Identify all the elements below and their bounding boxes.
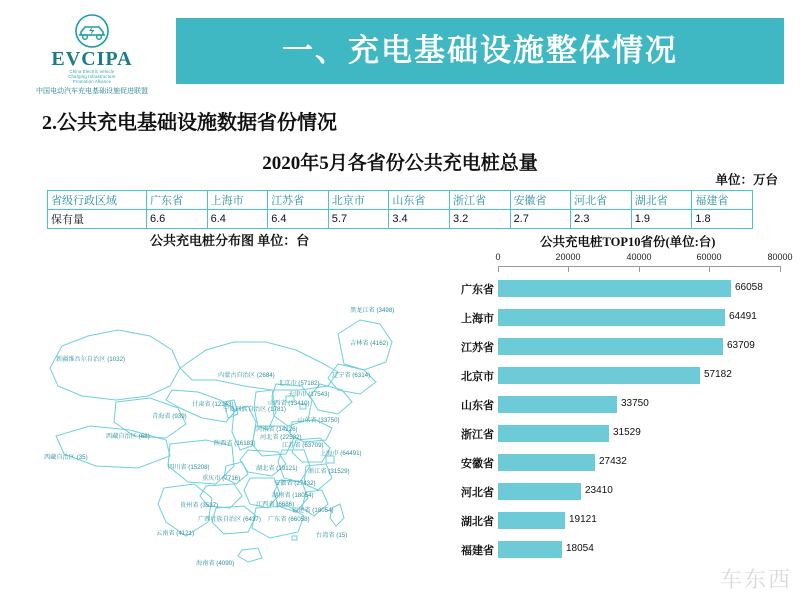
table-cell-value: 6.4 bbox=[268, 210, 329, 229]
bar-value-label: 19121 bbox=[569, 514, 597, 525]
table-col-header: 上海市 bbox=[207, 191, 268, 210]
map-label: 西藏自治区 (35) bbox=[44, 454, 88, 461]
table-col-header: 浙江省 bbox=[449, 191, 510, 210]
bar-value-label: 23410 bbox=[585, 485, 613, 496]
map-label: 广西壮族自治区 (6437) bbox=[198, 516, 261, 523]
map-label: 河南省 (14226) bbox=[256, 426, 298, 433]
table-col-header: 湖北省 bbox=[631, 191, 692, 210]
map-label: 海南省 (4090) bbox=[196, 560, 235, 567]
bar-category-label: 江苏省 bbox=[461, 342, 494, 354]
map-label: 江西省 (6686) bbox=[256, 501, 295, 508]
header-band bbox=[176, 18, 784, 84]
table-row bbox=[48, 191, 753, 210]
table-row-value-label: 保有量 bbox=[48, 210, 147, 229]
bar-category-label: 福建省 bbox=[461, 545, 494, 557]
table-cell-value: 3.2 bbox=[449, 210, 510, 229]
map-label: 宁夏回族自治区 (1781) bbox=[223, 406, 286, 413]
table-cell-value: 5.7 bbox=[328, 210, 389, 229]
x-tick-mark bbox=[498, 266, 499, 272]
table-col-header: 福建省 bbox=[692, 191, 753, 210]
map-label: 黑龙江省 (3498) bbox=[350, 307, 395, 314]
bar[interactable] bbox=[498, 309, 725, 326]
table-row-header-label: 省级行政区域 bbox=[48, 191, 147, 210]
table-cell-value: 1.8 bbox=[692, 210, 753, 229]
bar-category-label: 广东省 bbox=[461, 284, 494, 296]
bar[interactable] bbox=[498, 483, 581, 500]
bar[interactable] bbox=[498, 425, 609, 442]
map-label: 四川省 (15208) bbox=[168, 464, 210, 471]
bar[interactable] bbox=[498, 367, 700, 384]
bar-category-label: 山东省 bbox=[461, 400, 494, 412]
map-label: 吉林省 (4162) bbox=[350, 340, 389, 347]
table-title: 2020年5月各省份公共充电桩总量 bbox=[262, 153, 538, 174]
x-tick-label: 40000 bbox=[626, 252, 652, 262]
logo-en-line-2: Charging Infrastructure bbox=[68, 74, 116, 80]
table-col-header: 广东省 bbox=[147, 191, 208, 210]
bar-value-label: 57182 bbox=[704, 369, 732, 380]
china-map-outline bbox=[20, 250, 460, 590]
bar-category-label: 河北省 bbox=[461, 487, 494, 499]
logo-en-line-3: Promotion Alliance bbox=[72, 79, 112, 85]
map-label: 重庆市 (7716) bbox=[202, 475, 241, 482]
bar-category-label: 上海市 bbox=[461, 313, 494, 325]
table-col-header: 北京市 bbox=[328, 191, 389, 210]
china-distribution-map bbox=[20, 250, 460, 590]
x-tick-mark bbox=[639, 266, 640, 272]
table-cell-value: 6.6 bbox=[147, 210, 208, 229]
ev-car-charging-icon bbox=[66, 14, 118, 48]
map-label: 安徽省 (27432) bbox=[274, 480, 316, 487]
map-label: 湖北省 (19121) bbox=[256, 465, 298, 472]
map-label: 西藏自治区 (68) bbox=[106, 433, 150, 440]
table-cell-value: 2.7 bbox=[510, 210, 571, 229]
bar-value-label: 31529 bbox=[613, 427, 641, 438]
bar[interactable] bbox=[498, 454, 595, 471]
table-col-header: 江苏省 bbox=[268, 191, 329, 210]
evcipa-logo bbox=[18, 14, 166, 95]
table-cell-value: 3.4 bbox=[389, 210, 450, 229]
logo-en-line-1: China Electric Vehicle bbox=[69, 69, 115, 74]
bar-category-label: 浙江省 bbox=[461, 429, 494, 441]
map-label: 河北省 (22532) bbox=[260, 434, 302, 441]
map-label: 湖南省 (18054) bbox=[272, 492, 314, 499]
map-caption: 公共充电桩分布图 单位：台 bbox=[150, 233, 310, 248]
map-label: 北京市 (57182) bbox=[278, 380, 320, 387]
map-label: 上海市 (64491) bbox=[320, 450, 362, 457]
bar-value-label: 66058 bbox=[735, 282, 763, 293]
table-row bbox=[48, 210, 753, 229]
map-label: 甘肃省 (12143) bbox=[192, 401, 234, 408]
bar-value-label: 33750 bbox=[621, 398, 649, 409]
map-label: 云南省 (4121) bbox=[156, 530, 195, 537]
map-label: 新疆维吾尔自治区 (1032) bbox=[56, 356, 126, 363]
x-tick-label: 80000 bbox=[767, 252, 793, 262]
map-label: 青海省 (939) bbox=[152, 413, 187, 420]
section-heading: 2.公共充电基础设施数据省份情况 bbox=[42, 112, 337, 134]
map-label: 浙江省 (31529) bbox=[308, 468, 350, 475]
map-label: 天津市 (17543) bbox=[288, 391, 330, 398]
bar[interactable] bbox=[498, 280, 731, 297]
map-label: 贵州省 (3537) bbox=[180, 502, 219, 509]
map-label: 辽宁省 (6314) bbox=[332, 372, 371, 379]
map-label: 江苏省 (63709) bbox=[282, 442, 324, 449]
map-label: 陕西省 (16183) bbox=[214, 440, 256, 447]
bar-value-label: 27432 bbox=[599, 456, 627, 467]
x-tick-label: 60000 bbox=[696, 252, 722, 262]
bar-value-label: 64491 bbox=[729, 311, 757, 322]
bar[interactable] bbox=[498, 396, 617, 413]
map-label: 山西省 (13410) bbox=[268, 400, 310, 407]
page-title: 一、充电基础设施整体情况 bbox=[282, 33, 678, 68]
table-unit-note: 单位：万台 bbox=[715, 173, 778, 187]
table-cell-value: 2.3 bbox=[571, 210, 632, 229]
table-col-header: 安徽省 bbox=[510, 191, 571, 210]
map-label: 台湾省 (15) bbox=[316, 532, 348, 539]
bar-category-label: 湖北省 bbox=[461, 516, 494, 528]
bar[interactable] bbox=[498, 541, 562, 558]
x-tick-mark bbox=[780, 266, 781, 272]
map-label: 山东省 (33750) bbox=[298, 417, 340, 424]
logo-wordmark: EVCIPA bbox=[51, 48, 133, 70]
table-col-header: 山东省 bbox=[389, 191, 450, 210]
bar[interactable] bbox=[498, 338, 723, 355]
bar[interactable] bbox=[498, 512, 565, 529]
bar-category-label: 北京市 bbox=[461, 371, 494, 383]
watermark: 车东西 bbox=[719, 567, 792, 592]
bar-value-label: 18054 bbox=[566, 543, 594, 554]
map-label: 内蒙古自治区 (2684) bbox=[218, 372, 275, 379]
chart-title: 公共充电桩TOP10省份(单位:台) bbox=[540, 235, 716, 249]
table-cell-value: 6.4 bbox=[207, 210, 268, 229]
x-tick-label: 20000 bbox=[555, 252, 581, 262]
map-label: 福建省 (18054) bbox=[292, 507, 334, 514]
top10-bar-chart bbox=[440, 252, 793, 582]
bar-value-label: 63709 bbox=[727, 340, 755, 351]
table-cell-value: 1.9 bbox=[631, 210, 692, 229]
x-tick-mark bbox=[568, 266, 569, 272]
x-tick-label: 0 bbox=[495, 252, 501, 262]
table-col-header: 河北省 bbox=[571, 191, 632, 210]
logo-cn-name: 中国电动汽车充电基础设施促进联盟 bbox=[36, 87, 148, 95]
province-data-table bbox=[47, 190, 753, 229]
x-tick-mark bbox=[709, 266, 710, 272]
map-label: 广东省 (66058) bbox=[268, 516, 310, 523]
bar-category-label: 安徽省 bbox=[461, 458, 494, 470]
